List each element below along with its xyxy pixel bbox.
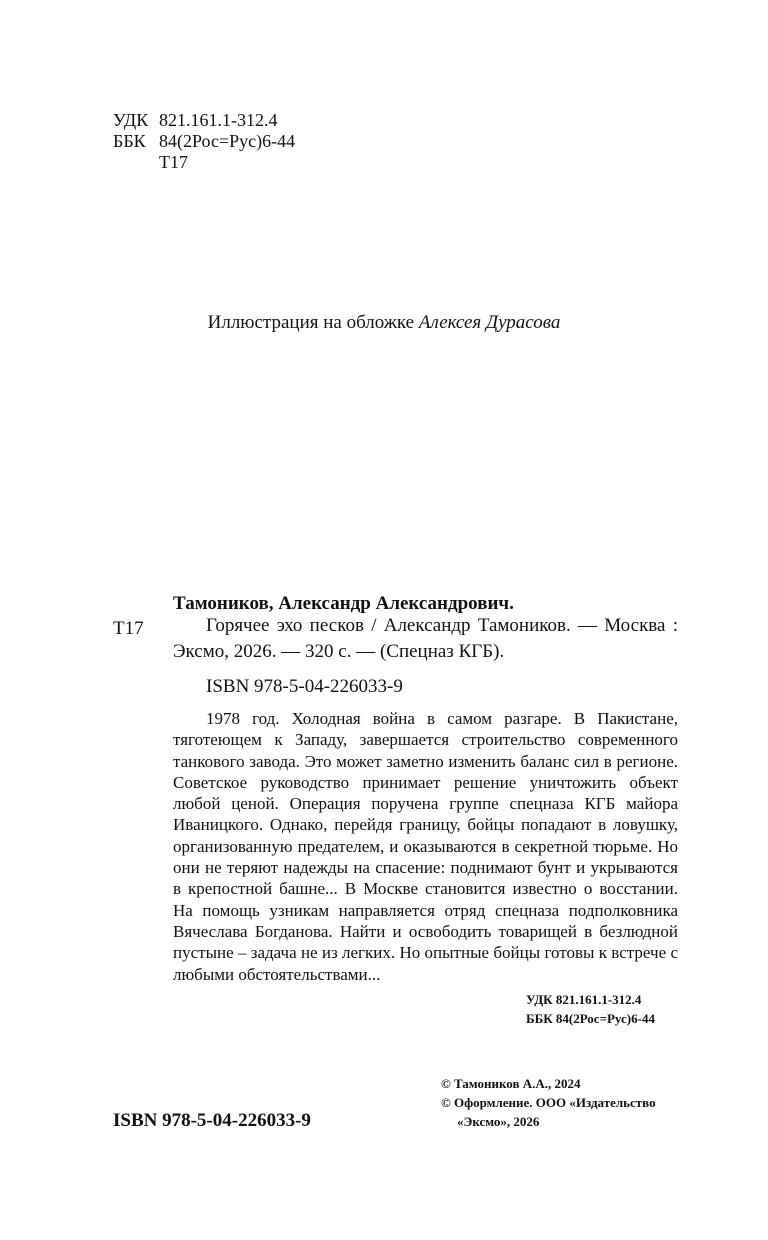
illustration-artist: Алексея Дурасова xyxy=(418,312,561,333)
record-bbk: ББК 84(2Рос=Рус)6-44 xyxy=(526,1011,655,1026)
classification-codes xyxy=(113,110,295,173)
author-cutter-code: Т17 xyxy=(159,152,188,172)
copyright-block xyxy=(441,1074,656,1131)
udk-label: УДК xyxy=(113,110,149,130)
record-codes xyxy=(526,990,655,1028)
record-annotation: 1978 год. Холодная война в самом разгаре. В Пакистане, тяготеющем к Западу, завершается строительство современного танкового завода. Это может заметно изменить баланс сил в регионе. Советское руководство принимает решение уничтожить объект любой ценой. Операция поручена группе спецназа КГБ майора Иваницкого. Однако, перейдя границу, бойцы попадают в ловушку, организованную предателем, и оказываются в секретной тюрьме. Но они не теряют надежды на спасение: поднимают бунт и укрываются в крепостной башне... В Москве становится известно о восстании. На помощь узникам направляется отряд спецназа подполковника Вячеслава Богданова. Найти и освободить товарищей в безлюдной пустыне – задача не из легких. Но опытные бойцы готовы к встрече с любыми обстоятельствами... xyxy=(173,709,678,984)
record-title-description: Горячее эхо песков / Александр Тамоников. — Москва : Эксмо, 2026. — 320 с. — (Спецназ КГБ). xyxy=(173,615,678,662)
bbk-label: ББК xyxy=(113,131,146,151)
isbn-bottom: ISBN 978-5-04-226033-9 xyxy=(113,1110,311,1131)
udk-value: 821.161.1-312.4 xyxy=(159,110,278,130)
copyright-author: © Тамоников А.А., 2024 xyxy=(441,1076,581,1091)
udk-row xyxy=(113,110,295,131)
bbk-value: 84(2Рос=Рус)6-44 xyxy=(159,131,296,151)
illustration-prefix: Иллюстрация на обложке xyxy=(207,312,415,333)
record-udk: УДК 821.161.1-312.4 xyxy=(526,992,642,1007)
record-isbn: ISBN 978-5-04-226033-9 xyxy=(206,676,403,697)
record-cutter: Т17 xyxy=(113,618,144,639)
copyright-design: © Оформление. ООО «Издательство xyxy=(441,1095,656,1110)
bbk-row xyxy=(113,131,295,152)
record-author: Тамоников, Александр Александрович. xyxy=(173,593,514,614)
illustration-credit xyxy=(0,312,768,334)
copyright-publisher: «Эксмо», 2026 xyxy=(457,1114,540,1129)
